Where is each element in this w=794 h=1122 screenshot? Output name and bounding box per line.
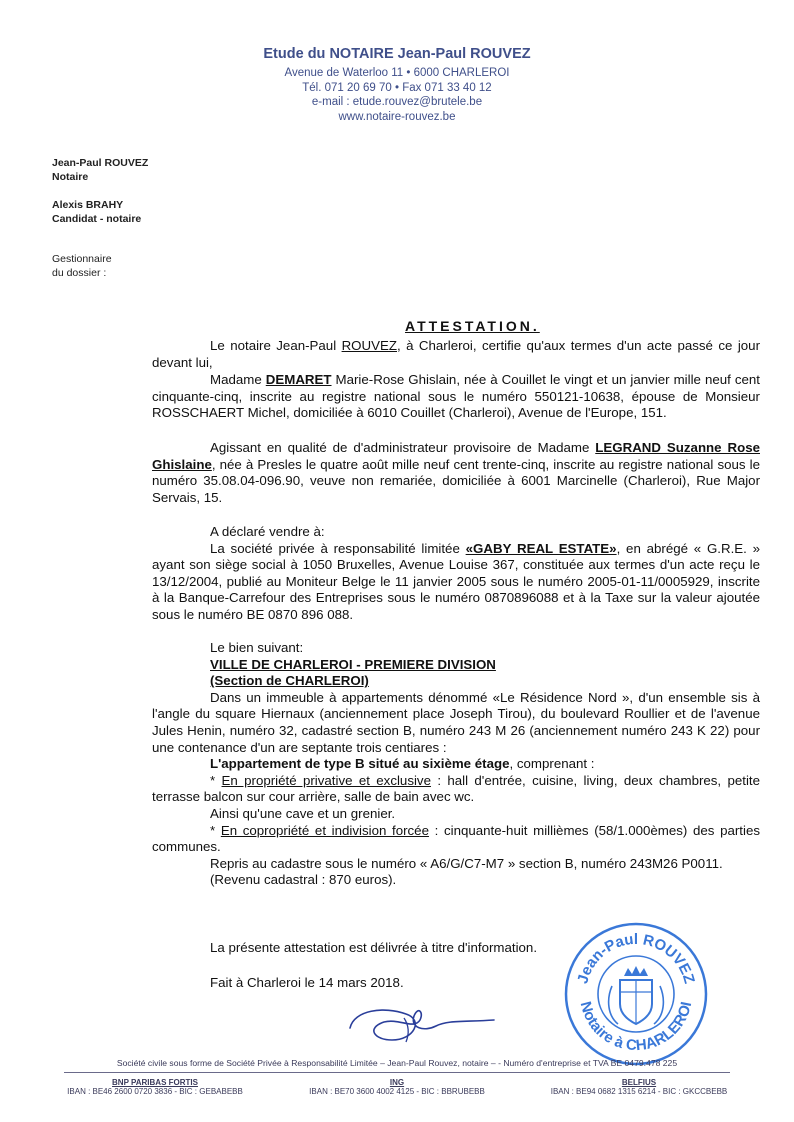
cadastral-income: (Revenu cadastral : 870 euros). bbox=[210, 872, 397, 888]
paragraph-declared-sale bbox=[152, 524, 760, 624]
bank-iban: IBAN : BE70 3600 4002 4125 - BIC : BBRUBEBB bbox=[309, 1087, 485, 1096]
notary-seal-image bbox=[562, 920, 710, 1068]
paragraph-administrator bbox=[152, 440, 760, 506]
apartment-type: L'appartement de type B situé au sixième étage bbox=[210, 756, 510, 772]
firm-website: www.notaire-rouvez.be bbox=[338, 110, 456, 123]
information-notice bbox=[152, 940, 572, 957]
bank-name: BELFIUS bbox=[621, 1078, 657, 1087]
text: Agissant en qualité de d'administrateur provisoire de Madame bbox=[210, 440, 596, 455]
private-ownership-label: En propriété privative et exclusive bbox=[221, 772, 431, 788]
declared-sale-label: A déclaré vendre à: bbox=[210, 524, 325, 539]
company-footer: Société civile sous forme de Société Privée à Responsabilité Limitée – Jean-Paul Rouvez, notaire – - Numéro d'entreprise et TVA BE 0479.478 225 bbox=[116, 1058, 678, 1068]
buyer-company-name: «GABY REAL ESTATE» bbox=[465, 540, 617, 556]
cellar-attic-line: Ainsi qu'une cave et un grenier. bbox=[210, 805, 396, 821]
firm-contact-block bbox=[0, 66, 794, 124]
text: La société privée à responsabilité limitée bbox=[210, 540, 466, 556]
document-title: ATTESTATION. bbox=[405, 318, 540, 334]
text: : hall d'entrée, cuisine, living, deux chambres, petite terrasse balcon sur cour arrière, salle de bain avec wc. bbox=[152, 772, 761, 805]
property-intro: Le bien suivant: bbox=[210, 640, 304, 655]
property-description: Dans un immeuble à appartements dénommé «Le Résidence Nord », d'un ensemble sis à l'angle du square Hiernaux (anciennement place Joseph Tirou), du boulevard Roullier et de l'avenue Jules Henin, numéro 32, cadastré section B, numéro 243 M 26 (anciennement numéro 243 K 22) pour une contenance d'un are septante trois centiares : bbox=[152, 689, 760, 755]
notary-role: Notaire bbox=[52, 171, 89, 183]
represented-person-name: LEGRAND Suzanne Rose Ghislaine bbox=[152, 440, 760, 472]
footer-divider bbox=[64, 1072, 730, 1073]
bank-belfius bbox=[524, 1078, 754, 1096]
firm-email: e-mail : etude.rouvez@brutele.be bbox=[311, 96, 483, 108]
co-ownership-label: En copropriété et indivision forcée bbox=[220, 822, 429, 838]
property-city-division: VILLE DE CHARLEROI - PREMIERE DIVISION bbox=[210, 656, 496, 672]
file-manager-block bbox=[52, 252, 112, 280]
notary-name: Jean-Paul ROUVEZ bbox=[52, 157, 149, 169]
text: , née à Presles le quatre août mille neuf cent trente-cinq, inscrite au registre national sous le numéro 35.08.04-096.90, veuve non remariée, domiciliée à 6001 Marcinelle (Charleroi), Rue Major Servais, 15. bbox=[152, 456, 760, 505]
candidate-block bbox=[52, 198, 141, 226]
seal-bottom-text: Notaire à CHARLEROI bbox=[576, 999, 696, 1055]
firm-address: Avenue de Waterloo 11 • 6000 CHARLEROI bbox=[284, 67, 510, 79]
text: Madame bbox=[210, 372, 266, 387]
bank-ing bbox=[282, 1078, 512, 1096]
signature-image bbox=[344, 1000, 504, 1050]
place-date bbox=[152, 975, 572, 992]
property-section bbox=[152, 640, 760, 889]
firm-phone-fax: Tél. 071 20 69 70 • Fax 071 33 40 12 bbox=[302, 81, 492, 94]
attestation-notice: La présente attestation est délivrée à titre d'information. bbox=[210, 940, 538, 955]
bank-iban: IBAN : BE46 2600 0720 3836 - BIC : GEBABEBB bbox=[67, 1087, 243, 1096]
seller-surname: DEMARET bbox=[265, 372, 332, 387]
paragraph-seller bbox=[152, 372, 760, 422]
seal-top-text: Jean-Paul ROUVEZ bbox=[574, 930, 698, 986]
text: Le notaire Jean-Paul bbox=[210, 338, 342, 353]
place-and-date: Fait à Charleroi le 14 mars 2018. bbox=[210, 975, 404, 990]
property-section-name: (Section de CHARLEROI) bbox=[210, 673, 369, 689]
bank-name: ING bbox=[389, 1078, 405, 1087]
cadastre-reference: Repris au cadastre sous le numéro « A6/G/C7-M7 » section B, numéro 243M26 P0011. bbox=[210, 855, 723, 871]
notary-block bbox=[52, 156, 148, 184]
paragraph-notary bbox=[152, 338, 760, 371]
text: Marie-Rose Ghislain, née à Couillet le vingt et un janvier mille neuf cent cinquante-cinq, inscrite au registre national sous le numéro 550121-10638, épouse de Monsieur ROSSCHAERT Michel, domiciliée à 6010 Couillet (Charleroi), Avenue de l'Europe, 151. bbox=[152, 372, 760, 421]
text: , en abrégé « G.R.E. » ayant son siège social à 1050 Bruxelles, Avenue Louise 367, constituée aux termes d'un acte reçu le 13/12/2004, publié au Moniteur Belge le 11 janvier 2005 sous le numéro 2005-01-11/0005929, inscrite à la Banque-Carrefour des Entreprises sous le numéro 0870896088 et à la Taxe sur la valeur ajoutée sous le numéro BE 0870 896 088. bbox=[152, 540, 761, 622]
file-manager-label-line1: Gestionnaire bbox=[52, 253, 112, 265]
candidate-name: Alexis BRAHY bbox=[52, 199, 124, 211]
text: , à Charleroi, certifie qu'aux termes d'un acte passé ce jour devant lui, bbox=[152, 338, 760, 370]
text: , comprenant : bbox=[509, 756, 595, 772]
firm-title: Etude du NOTAIRE Jean-Paul ROUVEZ bbox=[263, 46, 531, 62]
file-manager-label-line2: du dossier : bbox=[52, 267, 107, 279]
bullet: * bbox=[210, 772, 222, 788]
bank-iban: IBAN : BE94 0682 1315 6214 - BIC : GKCCBEBB bbox=[550, 1087, 728, 1096]
notary-surname: ROUVEZ bbox=[341, 338, 397, 353]
bullet: * bbox=[210, 822, 221, 838]
bank-bnp bbox=[40, 1078, 270, 1096]
candidate-role: Candidat - notaire bbox=[52, 213, 142, 225]
text: : cinquante-huit millièmes (58/1.000èmes) des parties communes. bbox=[152, 822, 760, 855]
bank-name: BNP PARIBAS FORTIS bbox=[112, 1078, 198, 1087]
